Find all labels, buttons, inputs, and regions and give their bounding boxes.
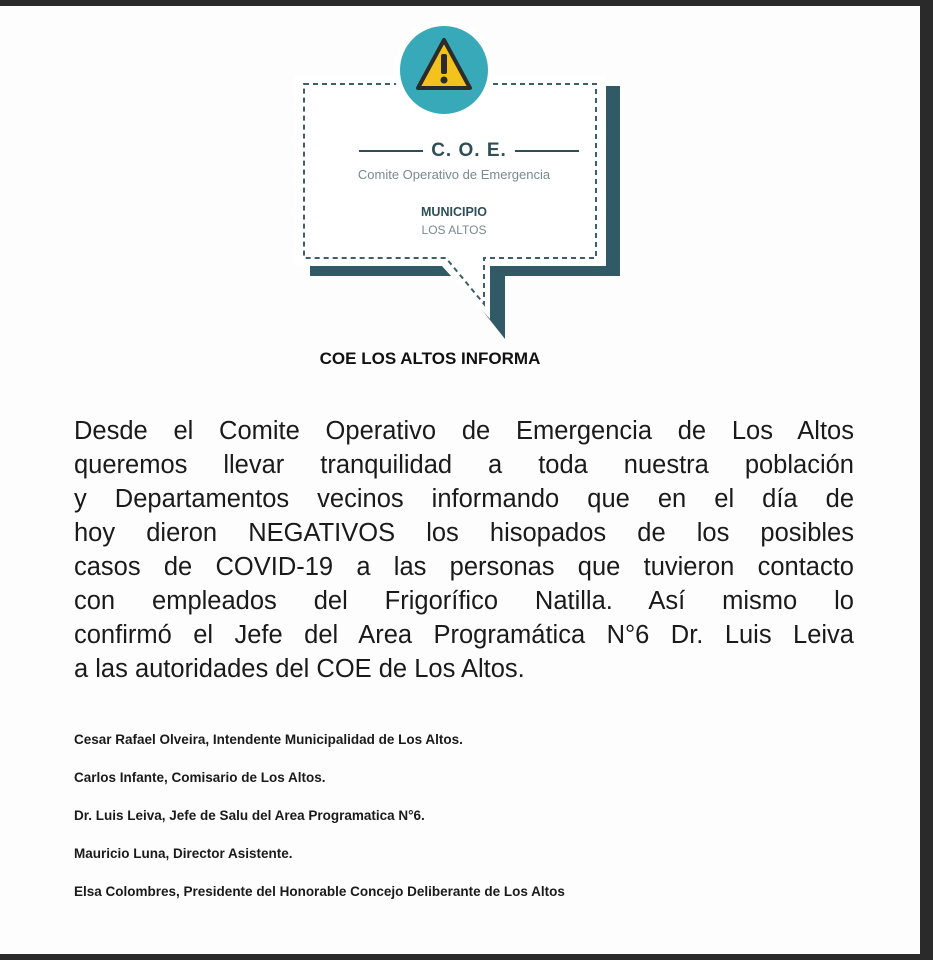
municipio-label: MUNICIPIO xyxy=(421,205,487,219)
body-line: Desde el Comite Operativo de Emergencia de Los Altos xyxy=(74,417,854,445)
warning-icon-dot xyxy=(441,77,448,84)
document-page xyxy=(0,6,920,954)
body-line: confirmó el Jefe del Area Programática N°6 Dr. Luis Leiva xyxy=(74,621,854,649)
body-line: y Departamentos vecinos informando que en el día de xyxy=(74,485,854,513)
announcement-body xyxy=(74,414,854,686)
signature-item: Mauricio Luna, Director Asistente. xyxy=(74,846,293,861)
coe-logo xyxy=(280,14,640,344)
coe-subtitle: Comite Operativo de Emergencia xyxy=(357,167,551,182)
municipio-name: LOS ALTOS xyxy=(421,223,487,237)
warning-icon-bar xyxy=(441,54,447,74)
body-line: hoy dieron NEGATIVOS los hisopados de los posibles xyxy=(74,519,854,547)
signature-item: Elsa Colombres, Presidente del Honorable Concejo Deliberante de Los Altos xyxy=(74,884,565,899)
body-line: con empleados del Frigorífico Natilla. Así mismo lo xyxy=(74,587,854,615)
divider-left xyxy=(359,150,423,152)
signature-list xyxy=(74,732,874,922)
signature-item: Dr. Luis Leiva, Jefe de Salu del Area Programatica N°6. xyxy=(74,808,425,823)
body-line: a las autoridades del COE de Los Altos. xyxy=(74,655,525,683)
body-line: queremos llevar tranquilidad a toda nuestra población xyxy=(74,451,854,479)
signature-item: Carlos Infante, Comisario de Los Altos. xyxy=(74,770,326,785)
body-line: casos de COVID-19 a las personas que tuvieron contacto xyxy=(74,553,854,581)
coe-title-row xyxy=(334,136,604,166)
signature-item: Cesar Rafael Olveira, Intendente Municipalidad de Los Altos. xyxy=(74,732,463,747)
page-title: COE LOS ALTOS INFORMA xyxy=(319,349,541,368)
coe-title: C. O. E. xyxy=(431,140,507,161)
divider-right xyxy=(515,150,579,152)
